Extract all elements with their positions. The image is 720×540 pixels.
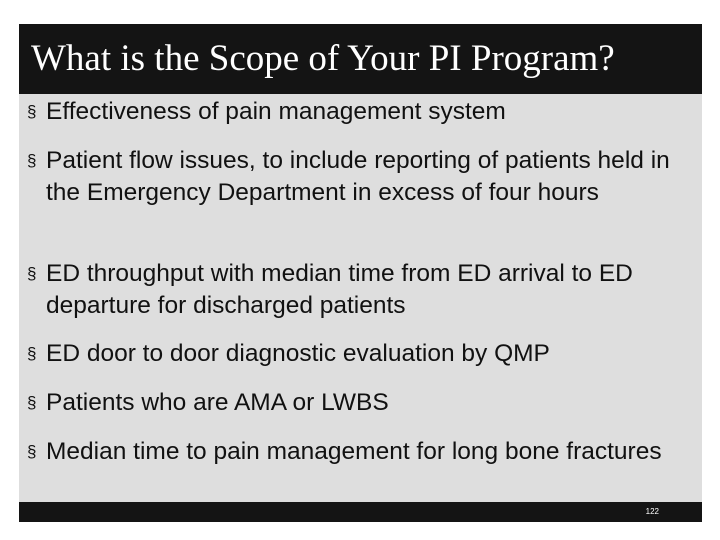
bullet-text: Median time to pain management for long bone fractures [46,438,662,465]
bullet-marker-icon: § [27,442,37,461]
bullet-item [19,387,702,419]
bullet-marker-icon: § [27,264,37,283]
bullet-marker-icon: § [27,344,37,363]
title-bar [19,24,702,94]
page-number: 122 [645,507,659,516]
bullet-item [19,145,702,209]
bullet-text: ED door to door diagnostic evaluation by QMP [46,340,550,367]
footer-bar [19,502,702,522]
bullet-marker-icon: § [27,102,37,121]
bullet-text: Patient flow issues, to include reporting of patients held in the Emergency Department in excess of four hours [46,147,670,206]
bullet-item [19,338,702,370]
slide-title: What is the Scope of Your PI Program? [31,38,615,79]
bullet-item [19,436,702,468]
bullet-text: Patients who are AMA or LWBS [46,389,389,416]
bullet-text: Effectiveness of pain management system [46,98,506,125]
bullet-item [19,96,702,128]
bullet-marker-icon: § [27,393,37,412]
bullet-marker-icon: § [27,151,37,170]
bullet-text: ED throughput with median time from ED arrival to ED departure for discharged patients [46,260,633,319]
bullet-item [19,258,702,322]
content-area [19,94,702,502]
